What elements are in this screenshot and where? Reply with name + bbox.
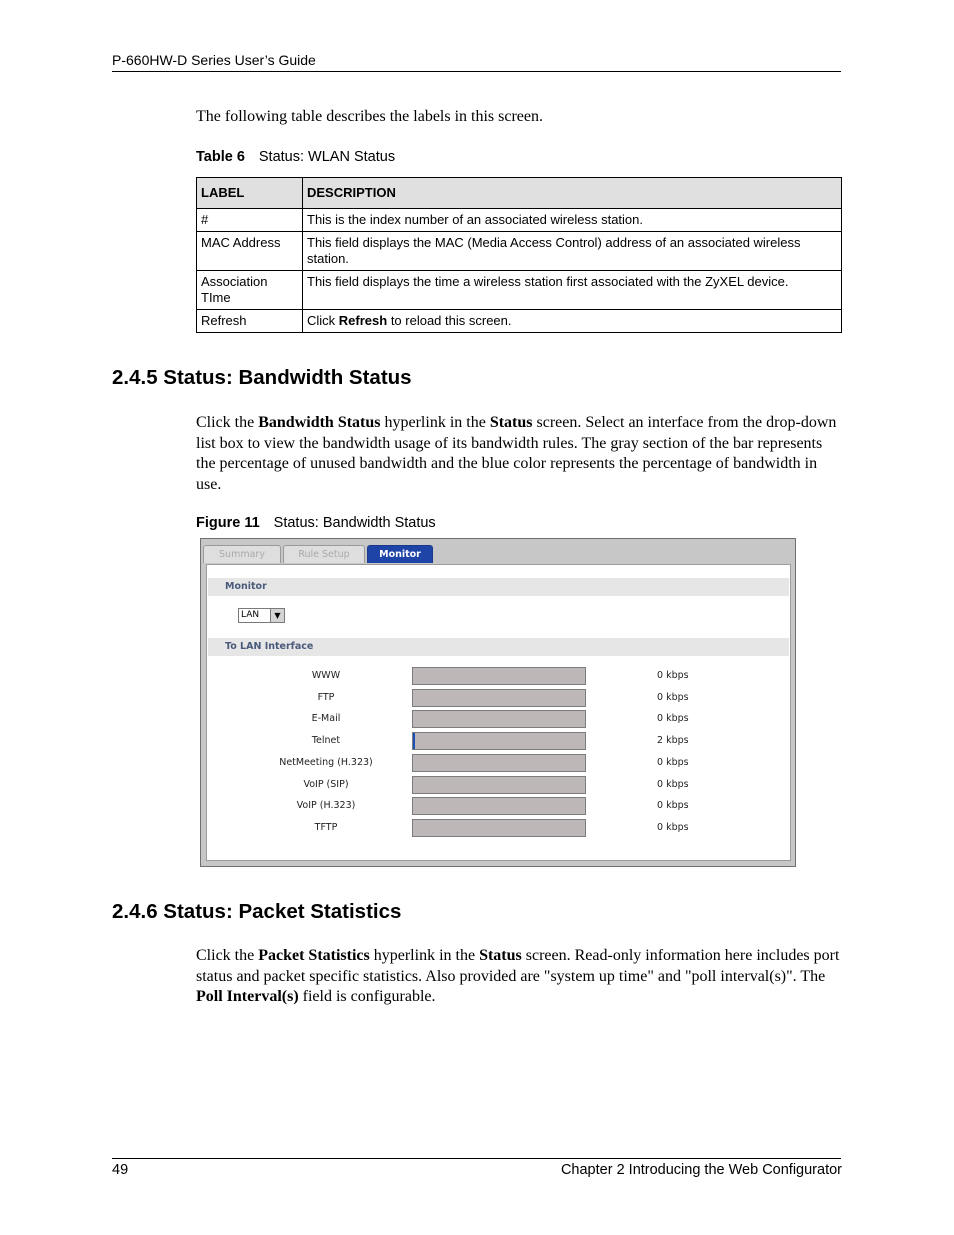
table-row (197, 271, 842, 310)
figure-caption-title: Status: Bandwidth Status (273, 515, 436, 531)
table-caption (196, 149, 395, 165)
interface-select-value: LAN (241, 610, 260, 620)
bandwidth-value-tftp: 0 kbps (657, 821, 689, 833)
table-caption-label: Table 6 (196, 149, 245, 165)
table-header-label: LABEL (197, 178, 303, 209)
bandwidth-value-ftp: 0 kbps (657, 691, 689, 703)
figure-caption-label: Figure 11 (196, 515, 260, 531)
tab-monitor[interactable]: Monitor (367, 545, 433, 563)
section-heading-bandwidth: 2.4.5 Status: Bandwidth Status (112, 366, 412, 389)
bandwidth-bar-ftp (412, 689, 586, 707)
tab-rule-setup[interactable]: Rule Setup (283, 545, 365, 563)
row-label: MAC Address (197, 232, 303, 271)
bandwidth-value-voip-h-323: 0 kbps (657, 800, 689, 812)
wlan-status-table (196, 177, 842, 333)
running-header: P-660HW-D Series User’s Guide (112, 52, 316, 68)
row-label: Refresh (197, 310, 303, 333)
row-label: Association TIme (197, 271, 303, 310)
bandwidth-value-e-mail: 0 kbps (657, 713, 689, 725)
packet-paragraph: Click the Packet Statistics hyperlink in the Status screen. Read-only information here includes port status and packet specific statistics. Also provided are "system up time" and "poll interval(s)". The Poll Interval(s) field is configurable. (196, 947, 840, 1005)
bandwidth-label-telnet: Telnet (311, 735, 341, 747)
bandwidth-label-tftp: TFTP (314, 821, 338, 833)
interface-heading: To LAN Interface (208, 638, 789, 656)
row-description: This is the index number of an associated wireless station. (303, 209, 842, 232)
bandwidth-bar-voip-h-323 (412, 797, 586, 815)
monitor-heading: Monitor (208, 578, 789, 596)
table-header-row (197, 178, 842, 209)
bandwidth-label-netmeeting-h-323: NetMeeting (H.323) (279, 756, 373, 768)
bandwidth-bar-voip-sip (412, 776, 586, 794)
table-header-description: DESCRIPTION (303, 178, 842, 209)
table-row (197, 232, 842, 271)
bandwidth-bar-telnet (412, 732, 586, 750)
table-row (197, 310, 842, 333)
bandwidth-label-e-mail: E-Mail (311, 713, 341, 725)
figure-caption (196, 515, 436, 531)
section-heading-packet: 2.4.6 Status: Packet Statistics (112, 900, 402, 923)
bandwidth-paragraph: Click the Bandwidth Status hyperlink in the Status screen. Select an interface from the drop-down list box to view the bandwidth usage of its bandwidth rules. The gray section of the bar represents the percentage of unused bandwidth and the blue color represents the percentage of bandwidth in use. (196, 414, 837, 493)
row-description: Click Refresh to reload this screen. (303, 310, 842, 333)
page-number: 49 (112, 1162, 129, 1178)
header-rule (112, 71, 841, 72)
bandwidth-bar-e-mail (412, 710, 586, 728)
table-row (197, 209, 842, 232)
chapter-title: Chapter 2 Introducing the Web Configurator (560, 1162, 842, 1178)
bandwidth-label-www: WWW (311, 670, 341, 681)
row-description: This field displays the time a wireless station first associated with the ZyXEL device. (303, 271, 842, 310)
bandwidth-bar-www (412, 667, 586, 685)
row-label: # (197, 209, 303, 232)
bandwidth-value-voip-sip: 0 kbps (657, 778, 689, 790)
table-caption-title: Status: WLAN Status (258, 149, 396, 165)
bandwidth-label-ftp: FTP (317, 691, 335, 703)
chevron-down-icon[interactable]: ▼ (270, 609, 284, 622)
intro-text: The following table describes the labels in this screen. (196, 108, 544, 125)
bandwidth-label-voip-h-323: VoIP (H.323) (296, 800, 356, 812)
bandwidth-status-screenshot (200, 538, 796, 867)
monitor-panel (206, 564, 791, 861)
bandwidth-value-telnet: 2 kbps (657, 735, 689, 747)
bandwidth-value-www: 0 kbps (657, 670, 689, 681)
bandwidth-bar-fill (413, 733, 415, 749)
bandwidth-bar-tftp (412, 819, 586, 837)
interface-select[interactable] (238, 608, 285, 623)
footer-rule (112, 1158, 841, 1159)
bandwidth-bar-netmeeting-h-323 (412, 754, 586, 772)
bandwidth-value-netmeeting-h-323: 0 kbps (657, 756, 689, 768)
row-description: This field displays the MAC (Media Access Control) address of an associated wireless station. (303, 232, 842, 271)
bandwidth-label-voip-sip: VoIP (SIP) (303, 778, 349, 790)
tab-summary[interactable]: Summary (203, 545, 281, 563)
